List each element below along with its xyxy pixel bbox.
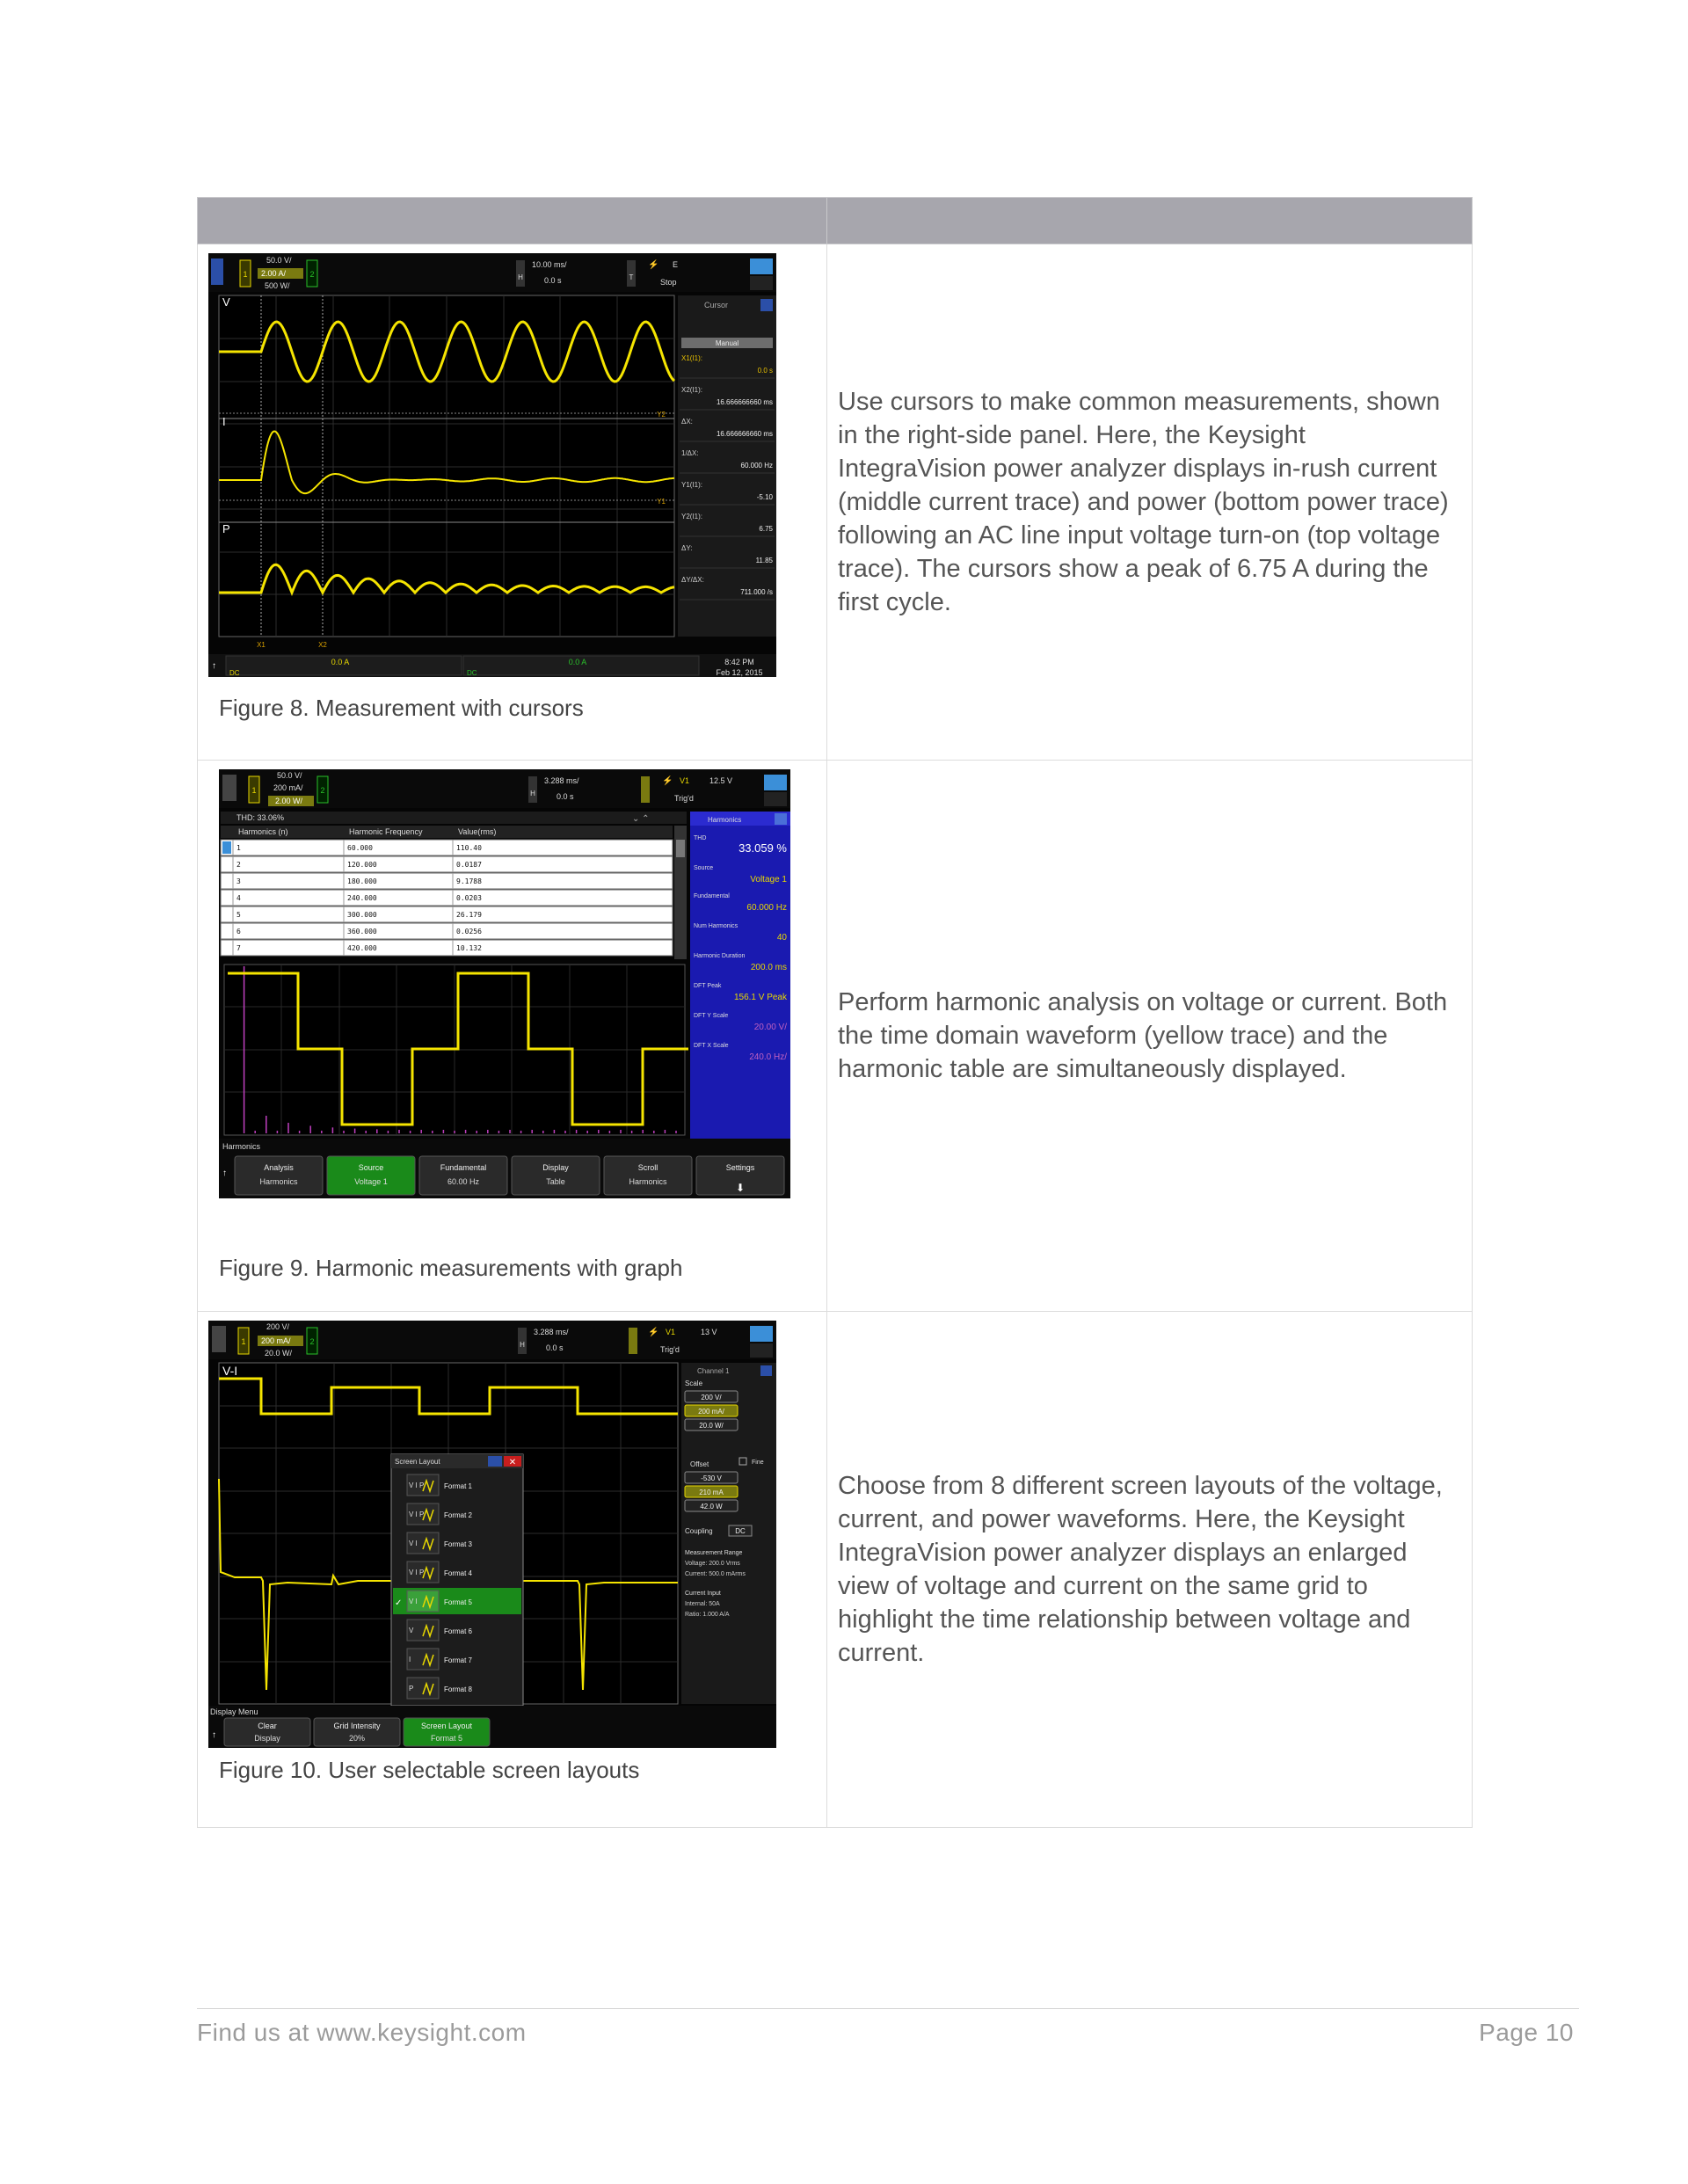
figure-9-cell [198,761,827,1312]
svg-text:⚡: ⚡ [648,260,659,270]
softkey-value: Format 5 [430,1734,463,1743]
fig8-bottom-dc1: DC [229,669,240,677]
softkey-label: Screen Layout [420,1722,473,1730]
softkey-label: Clear [258,1722,277,1730]
fig10-scale-w: 20.0 W/ [265,1349,293,1358]
figure-10-text-cell [827,1312,1473,1828]
format-option[interactable]: Format 7 [444,1656,473,1664]
table-cell: 0.0256 [456,928,482,935]
table-cell: 0.0187 [456,861,482,869]
table-cell: 3 [236,877,241,885]
fig10-scale-label: Scale [685,1380,703,1387]
fig9-menu-title: Harmonics [222,1142,261,1151]
fig9-header-harmonics: Harmonics (n) [238,827,288,836]
fig8-readout-value: -5.10 [756,493,773,501]
fig9-panel-value: 40 [776,933,787,943]
table-header-right [827,198,1473,244]
fig8-delay: 0.0 s [544,276,562,285]
table-cell: 120.000 [347,861,377,869]
fig10-range-line2: Current: 500.0 mArms [685,1571,746,1577]
table-header-left [198,198,827,244]
fig9-panel-label: DFT Peak [694,983,722,989]
fig8-readout-label: X2(I1): [681,386,703,394]
svg-text:↑: ↑ [212,1730,216,1740]
scale-value: 200 V/ [701,1394,722,1401]
chevron-down-icon: ⬇ [735,1182,746,1194]
fig9-panel-value: 156.1 V Peak [733,993,787,1002]
fig8-readout-value: 60.000 Hz [740,462,773,470]
fig8-readout-label: Y2(I1): [681,513,703,521]
table-cell: 180.000 [347,877,377,885]
svg-text:H: H [520,1341,525,1349]
fig10-coupling-label: Coupling [685,1527,713,1535]
fig10-screen-layout-popup[interactable] [391,1454,523,1706]
fig8-readout-label: ΔY/ΔX: [681,576,704,584]
softkey-button[interactable] [235,1156,323,1195]
fig8-scale-w: 500 W/ [265,281,290,290]
fig8-readout-value: 6.75 [759,525,773,533]
softkey-button[interactable] [327,1156,415,1195]
fig10-popup-title: Screen Layout [395,1458,440,1466]
softkey-button[interactable] [512,1156,600,1195]
fig9-delay: 0.0 s [557,792,574,801]
svg-text:↑: ↑ [212,661,216,671]
table-row[interactable] [221,890,673,906]
table-cell: 300.000 [347,911,377,919]
figure-10-cell [198,1312,827,1828]
fig8-clock-date: Feb 12, 2015 [716,668,763,677]
figure-8-screenshot [208,253,776,677]
offset-value: -530 V [701,1474,722,1482]
svg-text:T: T [629,273,634,281]
svg-text:V: V [409,1627,414,1634]
fig8-panel-title: Cursor [704,301,729,309]
fig10-trig-level: 13 V [701,1328,717,1336]
table-cell: 420.000 [347,944,377,952]
format-thumbnail-icon [407,1649,439,1670]
table-cell: 1 [236,844,241,852]
fig8-timebase: 10.00 ms/ [532,260,567,269]
fig9-scale-w: 2.00 W/ [275,797,303,805]
fig9-trig-level: 12.5 V [709,776,733,785]
fig9-panel-value: Voltage 1 [750,875,787,885]
svg-text:1: 1 [243,270,248,279]
svg-text:1: 1 [251,786,257,795]
table-cell: 6 [236,928,241,935]
fig10-timebase: 3.288 ms/ [534,1328,569,1336]
softkey-label: Settings [725,1163,755,1172]
figure-9-caption: Figure 9. Harmonic measurements with graph [219,1255,683,1281]
fig9-panel-value: 200.0 ms [750,963,787,972]
table-cell: 4 [236,894,241,902]
table-cell: 0.0203 [456,894,482,902]
table-cell: 7 [236,944,241,952]
fig10-offset-label: Offset [690,1460,709,1468]
fig10-coupling-value[interactable]: DC [735,1527,746,1535]
format-option[interactable]: Format 1 [444,1482,473,1490]
format-option[interactable]: Format 3 [444,1540,473,1548]
figure-10-description: Choose from 8 different screen layouts of the voltage, current, and power waveforms. Here, the Keysight IntegraVision power analyzer displays an enlarged view of voltage and current on the same grid to highlight the time relationship between voltage and current. [838,1472,1443,1667]
fig8-readout-value: 16.666666660 ms [716,430,773,438]
fig10-delay: 0.0 s [546,1343,564,1352]
svg-text:V I: V I [409,1598,418,1605]
fig9-trig-src: V1 [680,776,690,785]
softkey-value: 60.00 Hz [447,1177,480,1186]
format-option[interactable]: Format 4 [444,1569,473,1577]
table-cell: 2 [236,861,241,869]
fig9-panel-label: Harmonic Duration [694,953,746,959]
fig8-trig-state: Stop [660,278,677,287]
fig9-header-value: Value(rms) [458,827,497,836]
softkey-label: Analysis [264,1163,294,1172]
selected-row-arrow-icon [222,841,231,854]
figure-8-text-cell [827,244,1473,761]
fig8-cursor-x2: X2 [318,641,327,649]
offset-value: 210 mA [699,1489,724,1496]
figure-10-screenshot [208,1321,776,1748]
table-row[interactable] [221,840,673,855]
fig9-panel-value: 60.000 Hz [746,903,787,913]
fig8-scale-v: 50.0 V/ [266,256,292,265]
softkey-button[interactable] [604,1156,692,1195]
svg-text:1: 1 [241,1337,246,1346]
softkey-value: Harmonics [259,1177,298,1186]
fig8-readout-value: 711.000 /s [740,588,773,596]
figure-8-caption: Figure 8. Measurement with cursors [219,695,584,721]
fig8-cursor-y1: Y1 [657,498,666,506]
fig8-readout-value: 0.0 s [757,367,773,375]
fig9-panel-value: 33.059 % [738,841,787,855]
softkey-button[interactable] [419,1156,507,1195]
offset-value: 42.0 W [700,1503,723,1511]
fig9-scale-a: 200 mA/ [273,783,303,792]
footer-website[interactable]: Find us at www.keysight.com [197,2019,527,2046]
table-cell: 240.000 [347,894,377,902]
svg-text:↑: ↑ [222,1168,227,1178]
checkmark-icon: ✓ [395,1598,403,1608]
svg-text:✕: ✕ [508,1458,517,1467]
figure-8-description: Use cursors to make common measurements, shown in the right-side panel. Here, the Keysight IntegraVision power analyzer displays in-rush current (middle current trace) and power (bottom power trace) following an AC line input voltage turn-on (top voltage trace). The cursors show a peak of 6.75 A during the first cycle. [838,388,1449,616]
softkey-label: Grid Intensity [333,1722,381,1730]
figure-8-cell [198,244,827,761]
fig9-trig-state: Trig'd [674,794,694,803]
fig8-readout-label: X1(I1): [681,354,703,362]
svg-text:H: H [518,273,523,281]
format-option[interactable]: Format 5 [444,1598,473,1606]
table-row [198,244,1473,761]
fig10-range-title: Measurement Range [685,1550,743,1556]
fig9-panel-label: Source [694,865,714,871]
content-table [197,197,1473,1828]
fig8-scale-a: 2.00 A/ [261,269,287,278]
fig10-scale-v: 200 V/ [266,1322,290,1331]
table-cell: 10.132 [456,944,482,952]
table-cell: 26.179 [456,911,482,919]
fig8-trace-label-p: P [222,522,230,535]
fig8-trace-label-v: V [222,295,230,309]
svg-text:V I P: V I P [409,1511,425,1518]
fig10-input-title: Current Input [685,1591,721,1597]
softkey-value: Harmonics [629,1177,667,1186]
table-cell: 5 [236,911,241,919]
format-option[interactable]: Format 2 [444,1511,473,1519]
figure-10-caption: Figure 10. User selectable screen layouts [219,1757,640,1783]
table-row[interactable] [221,856,673,872]
footer-page-number: Page 10 [1479,2019,1574,2046]
fig10-fine-label[interactable]: Fine [752,1460,764,1466]
fig8-bottom-val1: 0.0 A [331,658,350,666]
fig10-trig-src: V1 [666,1328,676,1336]
fig8-cursor-x1: X1 [257,641,266,649]
footer-divider [197,2008,1579,2009]
fig10-grid-label: V-I [222,1364,238,1378]
fig8-cursor-y2: Y2 [657,411,666,419]
fig10-menu-title: Display Menu [210,1707,258,1716]
table-cell: 110.40 [456,844,482,852]
fig9-scale-v: 50.0 V/ [277,771,302,780]
softkey-label: Display [542,1163,569,1172]
fig8-readout-label: ΔY: [681,544,693,552]
svg-text:2: 2 [309,1337,315,1346]
fig8-readout-label: ΔX: [681,418,693,426]
fig9-panel-value: 20.00 V/ [753,1023,787,1032]
svg-text:⚡: ⚡ [662,776,673,786]
svg-text:⚡: ⚡ [648,1328,659,1337]
softkey-label: Scroll [637,1163,658,1172]
fig8-bottom-val2: 0.0 A [568,658,587,666]
fig10-trig-state: Trig'd [660,1345,680,1354]
fig9-harmonics-panel [690,812,790,1139]
table-cell: 9.1788 [456,877,482,885]
svg-text:⌄ ⌃: ⌄ ⌃ [632,814,650,824]
format-option[interactable]: Format 8 [444,1685,473,1693]
fig9-panel-label: DFT Y Scale [694,1013,729,1019]
fig8-panel-mode[interactable]: Manual [715,339,739,347]
svg-text:2: 2 [309,270,315,279]
fig9-harmonic-table [221,840,673,956]
table-header-row [198,198,1473,244]
table-row[interactable] [221,873,673,889]
softkey-value: Table [546,1177,565,1186]
softkey-value: Display [254,1734,280,1743]
fig10-input-line1: Internal: 50A [685,1601,720,1607]
fig10-range-line1: Voltage: 200.0 Vrms [685,1561,740,1567]
table-cell: 360.000 [347,928,377,935]
fig10-scale-a: 200 mA/ [261,1336,291,1345]
fig10-channel-panel [681,1363,776,1704]
fig9-header-frequency: Harmonic Frequency [349,827,423,836]
fig9-panel-title: Harmonics [708,816,742,824]
fig8-readout-value: 11.85 [755,557,773,564]
fig9-panel-label: DFT X Scale [694,1043,729,1049]
softkey-label: Fundamental [440,1163,487,1172]
fig9-panel-value: 240.0 Hz/ [749,1052,787,1062]
fig8-cursor-panel [678,295,776,637]
fig8-bottom-dc2: DC [467,669,477,677]
svg-text:2: 2 [320,786,325,795]
scale-value: 20.0 W/ [699,1422,724,1430]
figure-9-text-cell [827,761,1473,1312]
svg-text:H: H [530,790,535,797]
svg-text:V I P: V I P [409,1569,425,1576]
fig9-panel-label: Num Harmonics [694,923,738,929]
figure-9-screenshot [219,769,790,1198]
fig10-input-line2: Ratio: 1.000 A/A [685,1612,730,1618]
softkey-value: Voltage 1 [354,1177,388,1186]
fig9-panel-label: Fundamental [694,893,730,899]
table-row [198,1312,1473,1828]
fig10-panel-title: Channel 1 [697,1367,730,1375]
table-cell: 60.000 [347,844,373,852]
svg-text:V I P: V I P [409,1481,425,1489]
fig8-readout-label: 1/ΔX: [681,449,699,457]
fig9-thd-bar: THD: 33.06% [236,813,285,822]
svg-text:P: P [409,1685,414,1693]
table-row [198,761,1473,1312]
figure-9-description: Perform harmonic analysis on voltage or current. Both the time domain waveform (yellow trace) and the harmonic table are simultaneously displayed. [838,988,1448,1083]
fig9-timebase: 3.288 ms/ [544,776,579,785]
table-row[interactable] [221,906,673,922]
fig9-panel-label: THD [694,835,707,841]
fig10-softkeys [224,1718,490,1746]
fig8-trig-mode: E [673,260,679,269]
svg-text:V I: V I [409,1540,418,1547]
svg-text:I: I [409,1656,411,1663]
fig8-trace-label-i: I [222,415,226,428]
scale-value: 200 mA/ [698,1408,724,1416]
table-row[interactable] [221,923,673,939]
softkey-label: Source [358,1163,384,1172]
softkey-value: 20% [348,1734,366,1743]
fig8-readout-value: 16.666666660 ms [716,398,773,406]
format-option[interactable]: Format 6 [444,1627,473,1635]
fig8-plot-area [219,295,674,649]
fig8-clock-time: 8:42 PM [724,658,754,666]
fig8-readout-label: Y1(I1): [681,481,703,489]
table-row[interactable] [221,940,673,956]
